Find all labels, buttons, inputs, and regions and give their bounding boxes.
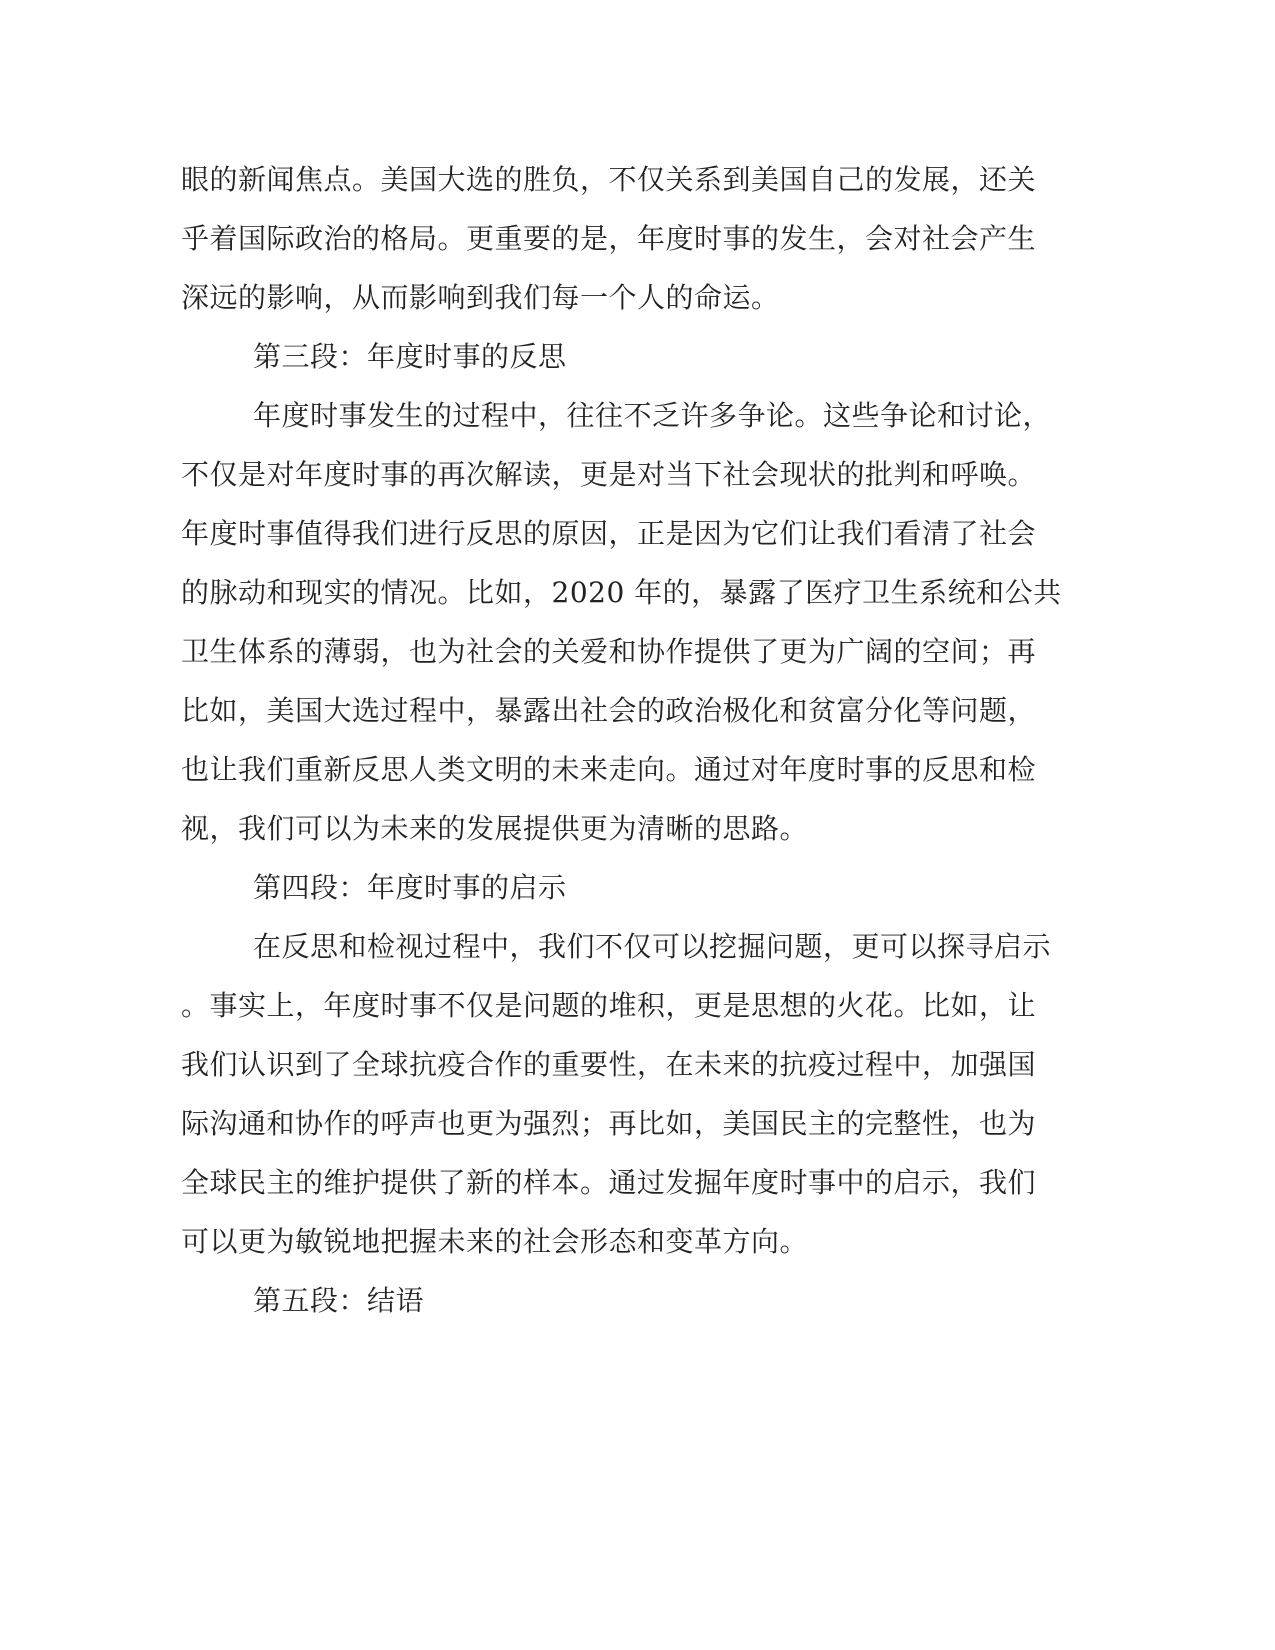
paragraph-line: 眼的新闻焦点。美国大选的胜负，不仅关系到美国自己的发展，还关 xyxy=(181,163,1037,196)
paragraph-line: 际沟通和协作的呼声也更为强烈；再比如，美国民主的完整性，也为 xyxy=(181,1107,1037,1140)
paragraph-line: 不仅是对年度时事的再次解读，更是对当下社会现状的批判和呼唤。 xyxy=(181,458,1037,491)
paragraph-line: 年度时事值得我们进行反思的原因，正是因为它们让我们看清了社会 xyxy=(181,517,1037,550)
paragraph-line: 比如，美国大选过程中，暴露出社会的政治极化和贫富分化等问题， xyxy=(181,694,1037,727)
section-heading-4: 第四段：年度时事的启示 xyxy=(253,871,567,904)
paragraph-line: 可以更为敏锐地把握未来的社会形态和变革方向。 xyxy=(181,1225,809,1258)
section-heading-3: 第三段：年度时事的反思 xyxy=(253,340,567,373)
paragraph-line: 视，我们可以为未来的发展提供更为清晰的思路。 xyxy=(181,812,809,845)
paragraph-line: 年度时事发生的过程中，往往不乏许多争论。这些争论和讨论， xyxy=(253,399,1052,432)
paragraph-line: 也让我们重新反思人类文明的未来走向。通过对年度时事的反思和检 xyxy=(181,753,1037,786)
paragraph-line: 我们认识到了全球抗疫合作的重要性，在未来的抗疫过程中，加强国 xyxy=(181,1048,1037,1081)
paragraph-line: 全球民主的维护提供了新的样本。通过发掘年度时事中的启示，我们 xyxy=(181,1166,1037,1199)
paragraph-line: 的脉动和现实的情况。比如，2020 年的，暴露了医疗卫生系统和公共 xyxy=(181,576,1062,609)
paragraph-line: 。事实上，年度时事不仅是问题的堆积，更是思想的火花。比如，让 xyxy=(181,989,1037,1022)
paragraph-line: 卫生体系的薄弱，也为社会的关爱和协作提供了更为广阔的空间；再 xyxy=(181,635,1037,668)
section-heading-5: 第五段：结语 xyxy=(253,1284,425,1317)
paragraph-line: 乎着国际政治的格局。更重要的是，年度时事的发生，会对社会产生 xyxy=(181,222,1037,255)
paragraph-line: 深远的影响，从而影响到我们每一个人的命运。 xyxy=(181,281,780,314)
paragraph-line: 在反思和检视过程中，我们不仅可以挖掘问题，更可以探寻启示 xyxy=(253,930,1052,963)
